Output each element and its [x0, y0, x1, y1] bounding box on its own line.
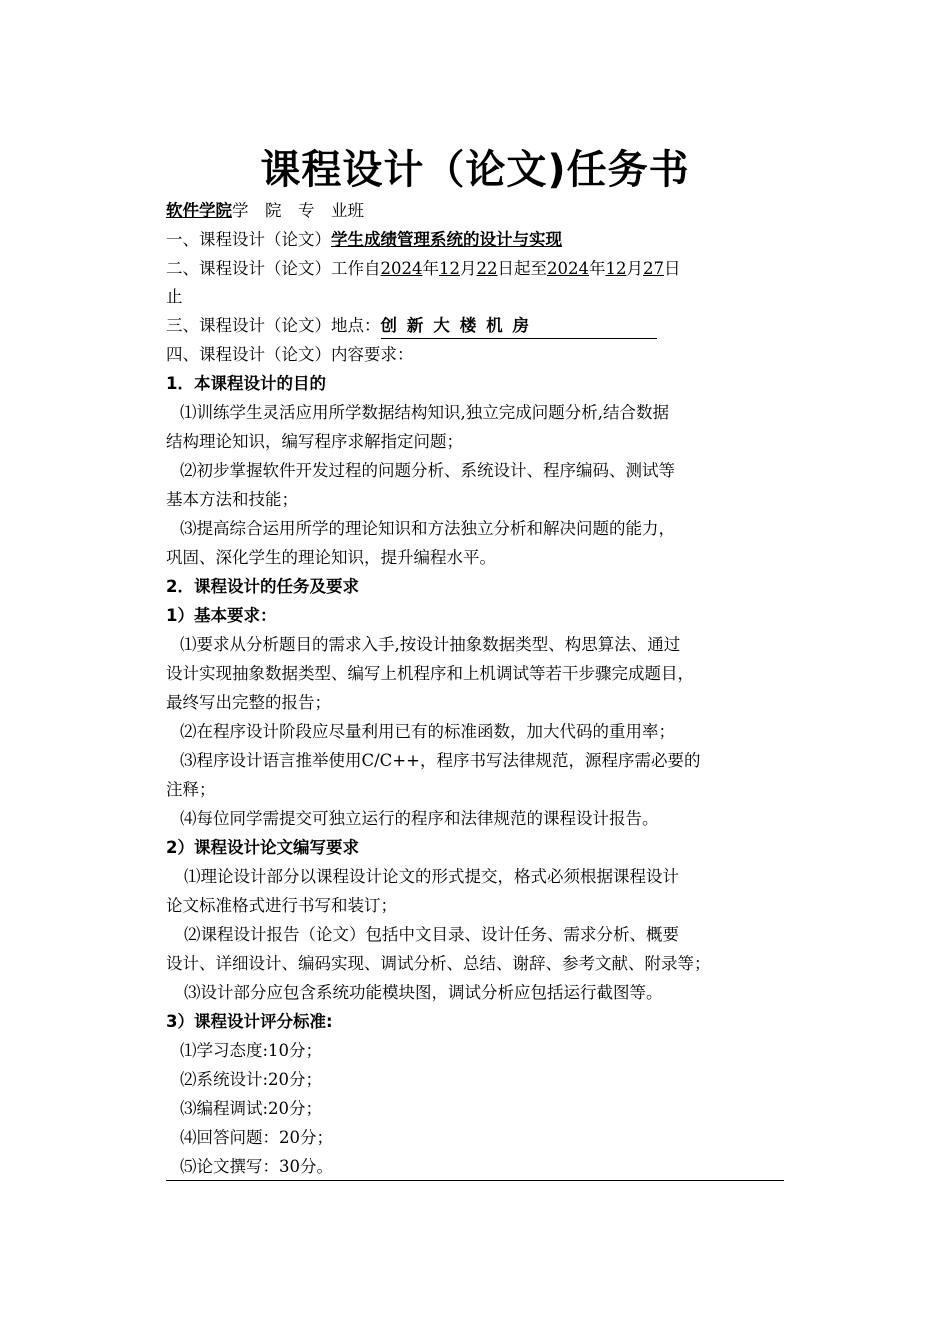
document-title: 课程设计（论文)任务书: [260, 147, 690, 193]
scoring-item: ⑴学习态度:10分；: [180, 1041, 323, 1060]
paper-requirement-line: ⑵课程设计报告（论文）包括中文目录、设计任务、需求分析、概要: [184, 925, 679, 944]
year-label-2: 年: [589, 259, 606, 278]
basic-requirement-line: ⑶程序设计语言推举使用C/C++，程序书写法律规范，源程序需必要的: [180, 751, 701, 770]
end-day: 27: [643, 259, 664, 278]
period-line: [166, 257, 681, 281]
scoring-item: ⑷回答问题：20分；: [180, 1128, 333, 1147]
section1-heading: 1．本课程设计的目的: [166, 374, 326, 393]
section1-line: 基本方法和技能；: [166, 490, 298, 509]
major-label: 专 业班: [298, 201, 364, 220]
scoring-item: ⑵系统设计:20分；: [180, 1070, 323, 1089]
section1-line: 结构理论知识，编写程序求解指定问题；: [166, 432, 463, 451]
period-prefix: 二、课程设计（论文）工作自: [166, 259, 381, 278]
period-suffix: 止: [166, 287, 183, 306]
month-label: 月: [460, 259, 477, 278]
topic-label: 一、课程设计（论文）: [166, 230, 331, 249]
paper-requirement-line: ⑶设计部分应包含系统功能模块图，调试分析应包括运行截图等。: [184, 983, 663, 1002]
end-day-label: 日: [664, 259, 681, 278]
basic-requirement-line: 注释；: [166, 780, 216, 799]
paper-requirement-line: 设计、详细设计、编码实现、调试分析、总结、谢辞、参考文献、附录等；: [166, 954, 711, 973]
college-major-line: [166, 199, 364, 223]
section2-heading: 2．课程设计的任务及要求: [166, 577, 359, 596]
start-month: 12: [439, 259, 460, 278]
topic-line: [166, 228, 562, 252]
scoring-heading: 3）课程设计评分标准:: [166, 1012, 333, 1031]
location-label: 三、课程设计（论文）地点：: [166, 316, 381, 335]
college-value: 软件学院: [166, 201, 232, 220]
basic-requirement-line: ⑷每位同学需提交可独立运行的程序和法律规范的课程设计报告。: [180, 809, 659, 828]
scoring-item: ⑸论文撰写：30分。: [180, 1157, 333, 1176]
month-label-2: 月: [626, 259, 643, 278]
section1-line: ⑶提高综合运用所学的理论知识和方法独立分析和解决问题的能力，: [180, 519, 675, 538]
basic-requirement-line: 最终写出完整的报告；: [166, 693, 331, 712]
basic-requirement-line: 设计实现抽象数据类型、编写上机程序和上机调试等若干步骤完成题目，: [166, 664, 694, 683]
location-value: 创新大楼机房: [380, 316, 539, 335]
year-label: 年: [422, 259, 439, 278]
paper-requirements-heading: 2）课程设计论文编写要求: [166, 838, 359, 857]
location-line: [166, 314, 657, 339]
start-day: 22: [476, 259, 498, 278]
section1-line: ⑵初步掌握软件开发过程的问题分析、系统设计、程序编码、测试等: [180, 461, 675, 480]
basic-requirements-heading: 1）基本要求：: [166, 606, 277, 625]
paper-requirement-line: 论文标准格式进行书写和装订；: [166, 896, 397, 915]
end-year: 2024: [547, 259, 589, 278]
end-month: 12: [605, 259, 627, 278]
bottom-divider: [166, 1180, 784, 1181]
start-year: 2024: [380, 259, 423, 278]
section1-line: 巩固、深化学生的理论知识，提升编程水平。: [166, 548, 496, 567]
college-label: 学 院: [232, 201, 282, 220]
content-label: 四、课程设计（论文）内容要求：: [166, 345, 414, 364]
basic-requirement-line: ⑴要求从分析题目的需求入手,按设计抽象数据类型、构思算法、通过: [180, 635, 681, 654]
paper-requirement-line: ⑴理论设计部分以课程设计论文的形式提交，格式必须根据课程设计: [184, 867, 679, 886]
basic-requirement-line: ⑵在程序设计阶段应尽量利用已有的标准函数，加大代码的重用率；: [180, 722, 675, 741]
topic-value: 学生成绩管理系统的设计与实现: [331, 230, 562, 249]
section1-line: ⑴训练学生灵活应用所学数据结构知识,独立完成问题分析,结合数据: [180, 403, 669, 422]
day-label: 日起至: [497, 259, 547, 278]
scoring-item: ⑶编程调试:20分；: [180, 1099, 323, 1118]
